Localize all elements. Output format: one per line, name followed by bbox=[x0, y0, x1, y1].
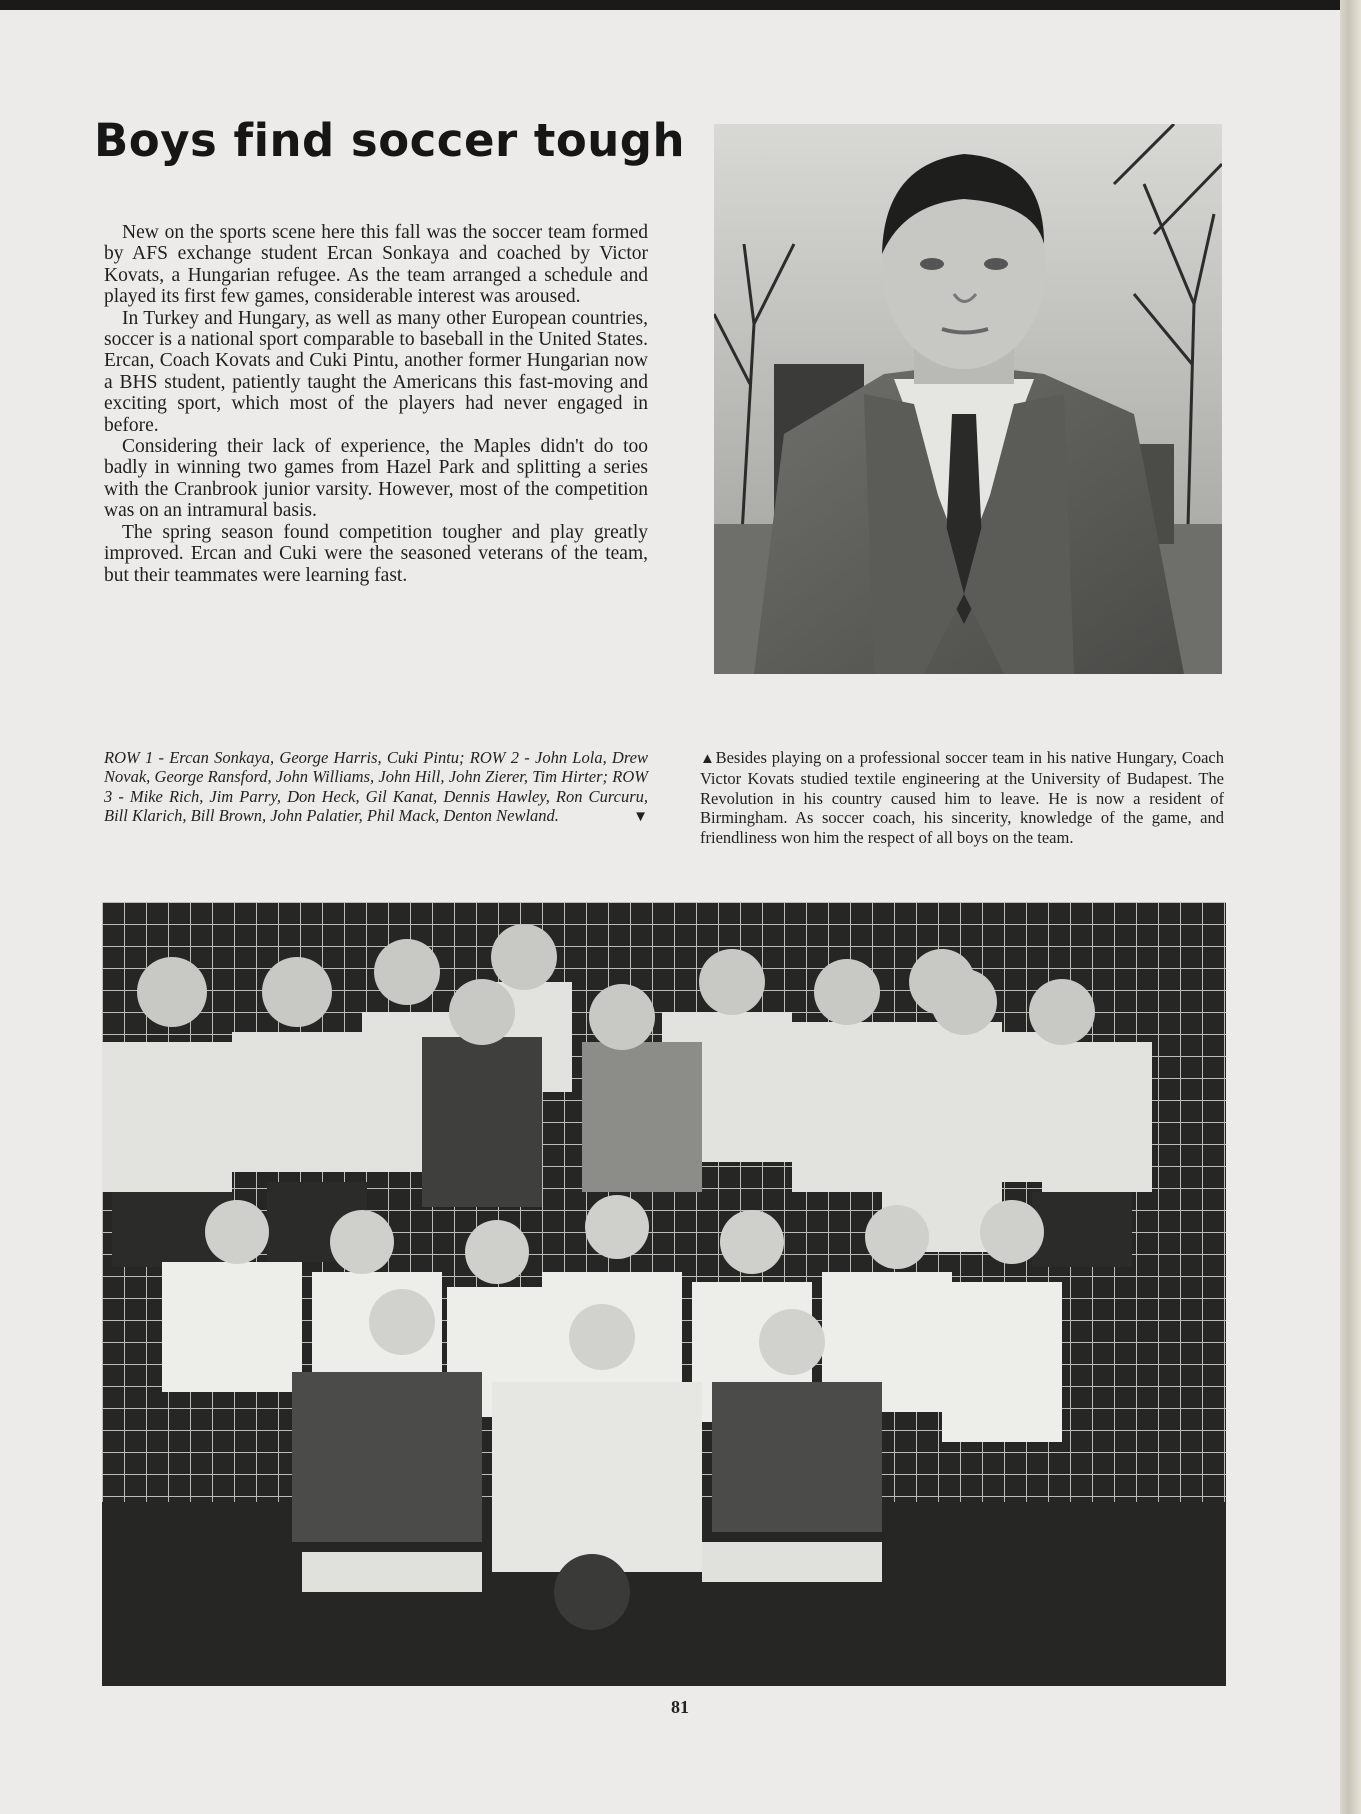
article-paragraph: The spring season found competition tougher and play greatly improved. Ercan and Cuki were the seasoned veterans of the team, but their teammates were learning fast. bbox=[104, 521, 648, 586]
coach-photo-caption bbox=[700, 748, 1224, 847]
article-body bbox=[104, 222, 648, 586]
page-number: 81 bbox=[671, 1697, 689, 1717]
headline: Boys find soccer tough bbox=[94, 114, 686, 167]
article-paragraph: In Turkey and Hungary, as well as many other European countries, soccer is a national sport comparable to baseball in the United States. Ercan, Coach Kovats and Cuki Pintu, another former Hungarian now a BHS student, patiently taught the Americans this fast-moving and exciting sport, which most of the players had never engaged in before. bbox=[104, 307, 648, 436]
article-paragraph: Considering their lack of experience, the Maples didn't do too badly in winning two games from Hazel Park and splitting a series with the Cranbrook junior varsity. However, most of the competition was on an intramural basis. bbox=[104, 436, 648, 522]
coach-photo bbox=[714, 124, 1222, 674]
team-photo-caption bbox=[104, 748, 648, 828]
page-edge bbox=[1340, 0, 1361, 1814]
up-triangle-icon: ▲ bbox=[700, 751, 716, 767]
team-photo bbox=[102, 902, 1226, 1686]
article-paragraph: New on the sports scene here this fall was the soccer team formed by AFS exchange student Ercan Sonkaya and coached by Victor Kovats, a Hungarian refugee. As the team arranged a schedule and played its first few games, considerable interest was aroused. bbox=[104, 222, 648, 308]
down-triangle-icon: ▼ bbox=[633, 809, 648, 826]
team-caption-text: ROW 1 - Ercan Sonkaya, George Harris, Cuki Pintu; ROW 2 - John Lola, Drew Novak, George Ransford, John Williams, John Hill, John Zierer, Tim Hirter; ROW 3 - Mike Rich, Jim Parry, Don Heck, Gil Kanat, Dennis Hawley, Ron Curcuru, Bill Klarich, Bill Brown, John Palatier, Phil Mack, Denton Newland. bbox=[104, 748, 648, 826]
coach-caption-text: Besides playing on a professional soccer team in his native Hungary, Coach Victor Kovats studied textile engineering at the University of Budapest. The Revolution in his country caused him to leave. He is now a resident of Birmingham. As soccer coach, his sincerity, knowledge of the game, and friendliness won him the respect of all boys on the team. bbox=[700, 748, 1224, 847]
